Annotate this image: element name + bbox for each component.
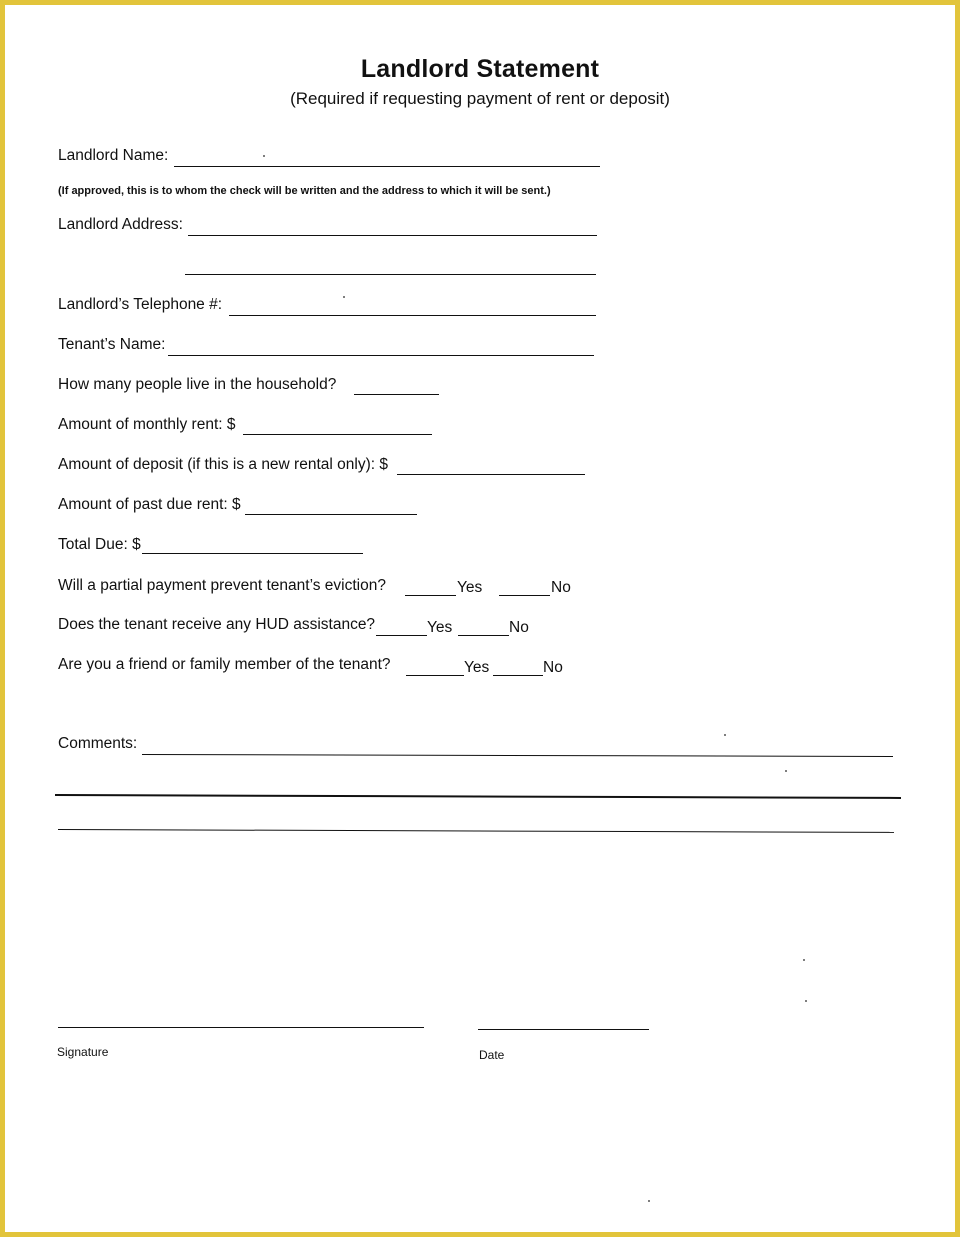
friend-no-blank[interactable] (493, 675, 543, 676)
eviction-yes-label: Yes (457, 579, 483, 596)
landlord-telephone-label: Landlord’s Telephone #: (58, 296, 223, 313)
hud-no-blank[interactable] (458, 635, 509, 636)
deposit-label: Amount of deposit (if this is a new rental only): $ (58, 456, 388, 473)
total-due-label: Total Due: $ (58, 536, 141, 553)
form-page (5, 5, 955, 1232)
scan-speck (648, 1200, 650, 1202)
landlord-address-label: Landlord Address: (58, 216, 183, 233)
question-hud: Does the tenant receive any HUD assistance? (58, 616, 376, 633)
form-title: Landlord Statement (360, 55, 600, 83)
landlord-address-field[interactable] (188, 235, 597, 236)
date-field[interactable] (478, 1029, 649, 1030)
friend-yes-label: Yes (464, 659, 490, 676)
landlord-name-field[interactable] (174, 166, 600, 167)
monthly-rent-label: Amount of monthly rent: $ (58, 416, 236, 433)
hud-yes-label: Yes (427, 619, 453, 636)
scan-speck (803, 959, 805, 961)
hud-no-label: No (509, 619, 529, 636)
deposit-field[interactable] (397, 474, 585, 475)
past-due-rent-label: Amount of past due rent: $ (58, 496, 241, 513)
approval-note: (If approved, this is to whom the check will be written and the address to which it will be sent.) (58, 185, 551, 197)
scan-speck (805, 1000, 807, 1002)
landlord-address-field-line2[interactable] (185, 274, 596, 275)
eviction-no-blank[interactable] (499, 595, 550, 596)
eviction-no-label: No (551, 579, 571, 596)
tenant-name-field[interactable] (168, 355, 594, 356)
tenant-name-label: Tenant’s Name: (58, 336, 166, 353)
comments-field-line3[interactable] (58, 829, 894, 833)
form-subtitle: (Required if requesting payment of rent or deposit) (290, 89, 670, 108)
household-count-field[interactable] (354, 394, 439, 395)
landlord-telephone-field[interactable] (229, 315, 596, 316)
signature-field[interactable] (58, 1027, 424, 1028)
scan-speck (724, 734, 726, 736)
friend-no-label: No (543, 659, 563, 676)
past-due-rent-field[interactable] (245, 514, 417, 515)
comments-field[interactable] (142, 754, 893, 757)
question-eviction: Will a partial payment prevent tenant’s eviction? (58, 577, 386, 594)
scan-speck (785, 770, 787, 772)
comments-field-line2[interactable] (55, 794, 901, 799)
hud-yes-blank[interactable] (376, 635, 427, 636)
friend-yes-blank[interactable] (406, 675, 464, 676)
household-count-label: How many people live in the household? (58, 376, 337, 393)
question-friend-family: Are you a friend or family member of the tenant? (58, 656, 391, 673)
monthly-rent-field[interactable] (243, 434, 432, 435)
signature-label: Signature (57, 1045, 109, 1059)
scan-speck (263, 155, 265, 157)
landlord-name-label: Landlord Name: (58, 147, 169, 164)
total-due-field[interactable] (142, 553, 363, 554)
eviction-yes-blank[interactable] (405, 595, 456, 596)
comments-label: Comments: (58, 735, 138, 752)
scan-speck (343, 296, 345, 298)
date-label: Date (479, 1048, 505, 1062)
